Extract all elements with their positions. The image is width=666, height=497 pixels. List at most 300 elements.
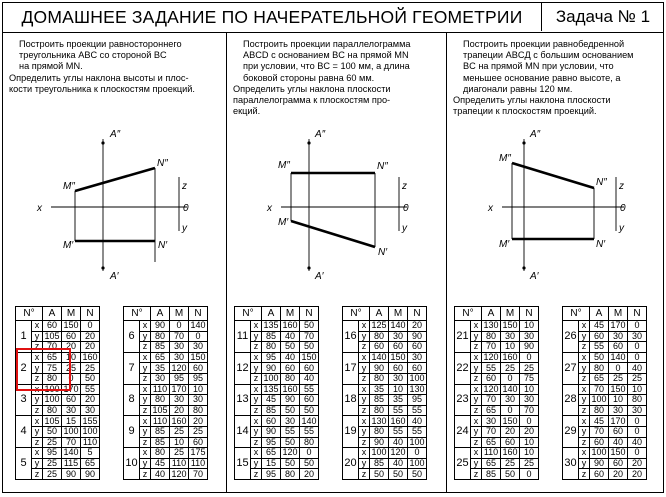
coord-value-cell: 60: [501, 437, 520, 448]
coord-value-cell: 30: [520, 395, 539, 406]
coord-value-cell: 95: [262, 469, 281, 480]
variant-number: 23: [455, 384, 471, 416]
coord-value-cell: 90: [81, 469, 100, 480]
coord-value-cell: 55: [408, 426, 427, 437]
coord-value-cell: 25: [43, 437, 62, 448]
coord-axis-cell: x: [471, 448, 482, 459]
table-header-row: [124, 307, 208, 321]
label-n1: N′: [596, 239, 606, 250]
coord-value-cell: 150: [301, 352, 317, 363]
table-row: [235, 352, 319, 363]
coord-axis-cell: y: [251, 426, 262, 437]
coord-axis-cell: y: [579, 363, 590, 374]
header-cell-n: N: [628, 307, 647, 321]
coord-value-cell: 0: [520, 352, 539, 363]
column-divider: [446, 33, 447, 492]
coord-value-cell: 160: [282, 320, 298, 331]
header-cell-no: N°: [563, 307, 590, 321]
coord-axis-cell: y: [140, 395, 151, 406]
variant-number: 12: [235, 352, 251, 384]
coord-value-cell: 80: [300, 437, 319, 448]
coord-axis-cell: x: [32, 321, 43, 332]
label-a1: A′: [530, 271, 539, 282]
coord-value-cell: 30: [628, 331, 647, 342]
label-a1: A′: [110, 271, 119, 282]
coord-value-cell: 0: [501, 405, 520, 416]
header-cell-m: M: [170, 307, 189, 321]
header-cell-m: M: [281, 307, 300, 321]
coord-value-cell: 40: [281, 352, 300, 363]
coord-value-cell: 80: [262, 342, 281, 353]
coord-value-cell: 60: [189, 437, 208, 448]
coord-axis-cell: y: [359, 363, 370, 374]
coord-value-cell: 50: [281, 342, 300, 353]
label-a2: A″: [315, 129, 326, 140]
coord-value-cell: 60: [300, 395, 319, 406]
table-row: [343, 321, 427, 332]
coord-value-cell: 60: [609, 342, 628, 353]
coord-value-cell: 70: [62, 437, 81, 448]
coord-axis-cell: x: [359, 416, 370, 427]
coord-value-cell: 85: [370, 395, 389, 406]
coord-axis-cell: z: [471, 469, 482, 480]
variant-number: 8: [124, 384, 140, 416]
coord-axis-cell: x: [471, 321, 482, 332]
coord-value-cell: 120: [483, 352, 499, 363]
coord-value-cell: 150: [63, 320, 79, 331]
coord-axis-cell: z: [140, 405, 151, 416]
table-row: [343, 416, 427, 427]
condition-line: на прямой MN.: [19, 61, 83, 72]
coord-axis-cell: x: [140, 321, 151, 332]
coord-value-cell: 45: [262, 395, 281, 406]
coord-value-cell: 50: [408, 469, 427, 480]
coord-axis-cell: y: [32, 458, 43, 469]
coord-axis-cell: z: [251, 469, 262, 480]
coord-axis-cell: x: [579, 416, 590, 427]
table-row: [124, 416, 208, 427]
coord-value-cell: 115: [62, 458, 81, 469]
coord-value-cell: 125: [371, 320, 387, 331]
table-row: [124, 448, 208, 459]
coord-axis-cell: z: [471, 373, 482, 384]
coord-value-cell: 30: [389, 331, 408, 342]
label-y: y: [402, 223, 407, 234]
coord-value-cell: 20: [628, 458, 647, 469]
coord-axis-cell: z: [471, 342, 482, 353]
coord-axis-cell: y: [471, 395, 482, 406]
coord-value-cell: 60: [300, 363, 319, 374]
coord-value-cell: 20: [300, 469, 319, 480]
title-divider: [541, 3, 542, 31]
coord-value-cell: 140: [610, 352, 626, 363]
coord-axis-cell: x: [471, 384, 482, 395]
coord-axis-cell: y: [359, 395, 370, 406]
header-cell-a: A: [151, 307, 170, 321]
coord-value-cell: 140: [301, 415, 317, 426]
coord-axis-cell: y: [251, 458, 262, 469]
coord-value-cell: 130: [371, 415, 387, 426]
coord-value-cell: 85: [151, 342, 170, 353]
coord-value-cell: 30: [482, 416, 501, 427]
coord-value-cell: 20: [408, 321, 427, 332]
label-m2: M″: [499, 153, 511, 164]
coord-value-cell: 30: [81, 405, 100, 416]
coord-value-cell: 40: [389, 437, 408, 448]
variant-number: 26: [563, 321, 579, 353]
coord-axis-cell: z: [32, 342, 43, 353]
coord-value-cell: 95: [170, 373, 189, 384]
coord-axis-cell: z: [579, 469, 590, 480]
coord-value-cell: 25: [43, 458, 62, 469]
coord-value-cell: 70: [520, 405, 539, 416]
coord-value-cell: 0: [628, 416, 647, 427]
coord-value-cell: 120: [282, 447, 298, 458]
coord-value-cell: 25: [628, 373, 647, 384]
coord-value-cell: 140: [63, 447, 79, 458]
header-cell-n: N: [189, 307, 208, 321]
variants-table-21-25: [454, 306, 539, 480]
coord-value-cell: 10: [520, 437, 539, 448]
coord-axis-cell: z: [32, 469, 43, 480]
coord-value-cell: 90: [281, 395, 300, 406]
coord-value-cell: 80: [628, 395, 647, 406]
variant-2-highlight: [16, 348, 71, 391]
coord-axis-cell: x: [32, 448, 43, 459]
coord-value-cell: 0: [189, 331, 208, 342]
variant-number: 11: [235, 321, 251, 353]
label-x: x: [488, 203, 493, 214]
coord-value-cell: 0: [628, 448, 647, 459]
condition-line: BC на прямой MN при условии, что: [463, 61, 614, 72]
coord-axis-cell: y: [140, 331, 151, 342]
coord-value-cell: 0: [609, 363, 628, 374]
coord-value-cell: 110: [151, 384, 170, 395]
coord-value-cell: 55: [389, 405, 408, 416]
coord-axis-cell: x: [579, 352, 590, 363]
coord-value-cell: 85: [151, 437, 170, 448]
coord-axis-cell: y: [471, 458, 482, 469]
coord-value-cell: 160: [282, 384, 298, 394]
coord-value-cell: 30: [501, 331, 520, 342]
coord-value-cell: 120: [171, 362, 187, 373]
header-cell-m: M: [389, 307, 408, 321]
coord-value-cell: 100: [63, 426, 79, 437]
condition-line: при условии, что BC = 100 мм, а длина: [243, 61, 410, 72]
coord-axis-cell: x: [32, 416, 43, 427]
coord-value-cell: 40: [300, 373, 319, 384]
coord-axis-cell: z: [32, 373, 43, 384]
coord-value-cell: 40: [389, 458, 408, 469]
coord-axis-cell: z: [359, 437, 370, 448]
coord-value-cell: 35: [370, 384, 389, 395]
label-n2: N″: [596, 177, 607, 188]
table-row: [124, 321, 208, 332]
coord-value-cell: 55: [482, 363, 501, 374]
coord-value-cell: 55: [389, 426, 408, 437]
coord-axis-cell: x: [471, 416, 482, 427]
coord-value-cell: 150: [190, 352, 206, 363]
coord-axis-cell: y: [251, 331, 262, 342]
coord-value-cell: 20: [189, 416, 208, 427]
coord-value-cell: 90: [151, 321, 170, 332]
coord-value-cell: 80: [151, 395, 170, 406]
coord-axis-cell: y: [32, 395, 43, 406]
table-row: [16, 416, 100, 427]
coord-value-cell: 30: [170, 352, 189, 363]
label-x: x: [267, 203, 272, 214]
condition-line: боковой стороны равна 60 мм.: [243, 72, 375, 83]
coord-value-cell: 45: [590, 321, 609, 332]
variant-number: 6: [124, 321, 140, 353]
coord-value-cell: 25: [501, 458, 520, 469]
condition-line: ABCD с основанием BC на прямой MN: [243, 50, 409, 61]
coord-axis-cell: y: [359, 458, 370, 469]
variants-table-11-15: [234, 306, 319, 480]
point-a2: [307, 141, 310, 144]
coord-axis-cell: z: [140, 373, 151, 384]
coord-value-cell: 10: [520, 384, 539, 395]
coord-axis-cell: z: [579, 405, 590, 416]
header-cell-a: A: [370, 307, 389, 321]
coord-axis-cell: y: [579, 426, 590, 437]
variant-number: 24: [455, 416, 471, 448]
coord-value-cell: 140: [190, 320, 206, 331]
coord-value-cell: 50: [81, 373, 100, 384]
coord-value-cell: 100: [409, 437, 425, 447]
coord-value-cell: 10: [520, 321, 539, 332]
coord-value-cell: 45: [590, 416, 609, 427]
label-n2: N″: [377, 161, 388, 172]
coord-value-cell: 0: [62, 373, 81, 384]
coord-value-cell: 30: [389, 373, 408, 384]
coord-value-cell: 55: [300, 384, 319, 395]
coord-value-cell: 85: [262, 405, 281, 416]
coord-value-cell: 50: [300, 321, 319, 332]
coord-value-cell: 0: [520, 469, 539, 480]
table-header-row: [343, 307, 427, 321]
header: [3, 3, 663, 33]
coord-value-cell: 60: [389, 342, 408, 353]
coord-axis-cell: z: [359, 342, 370, 353]
header-cell-m: M: [609, 307, 628, 321]
label-n1: N′: [378, 247, 388, 258]
header-cell-n: N: [520, 307, 539, 321]
label-m1: M′: [63, 240, 74, 251]
table-row: [563, 352, 647, 363]
projection-diagram-2: [267, 121, 431, 282]
coord-axis-cell: y: [471, 426, 482, 437]
label-z: z: [182, 181, 187, 192]
coord-value-cell: 170: [610, 415, 626, 426]
coord-value-cell: 105: [152, 405, 168, 416]
table-header-row: [563, 307, 647, 321]
coord-value-cell: 70: [482, 426, 501, 437]
coord-axis-cell: z: [32, 405, 43, 416]
coord-value-cell: 160: [502, 447, 518, 458]
coord-value-cell: 135: [263, 320, 279, 331]
coord-axis-cell: x: [471, 352, 482, 363]
coord-value-cell: 50: [300, 405, 319, 416]
variants-table-6-10: [123, 306, 208, 480]
coord-value-cell: 100: [44, 394, 60, 405]
coord-value-cell: 150: [502, 415, 518, 426]
coord-value-cell: 50: [300, 342, 319, 353]
coord-value-cell: 25: [609, 373, 628, 384]
coord-value-cell: 80: [43, 405, 62, 416]
coord-value-cell: 95: [43, 448, 62, 459]
coord-value-cell: 40: [628, 363, 647, 374]
coord-value-cell: 10: [62, 352, 81, 363]
coord-value-cell: 0: [628, 352, 647, 363]
table-row: [343, 384, 427, 395]
coord-value-cell: 10: [170, 437, 189, 448]
coord-axis-cell: y: [579, 395, 590, 406]
condition-line: меньшее основание равно высоте, а: [463, 72, 621, 83]
coord-value-cell: 160: [502, 352, 518, 363]
coord-value-cell: 55: [81, 384, 100, 395]
coord-value-cell: 50: [389, 469, 408, 480]
coord-value-cell: 80: [151, 448, 170, 459]
coord-axis-cell: x: [359, 448, 370, 459]
coord-value-cell: 150: [502, 320, 518, 331]
variant-number: 17: [343, 352, 359, 384]
variant-number: 2: [16, 352, 32, 384]
coord-value-cell: 55: [300, 426, 319, 437]
column-divider: [226, 33, 227, 492]
coord-value-cell: 75: [43, 363, 62, 374]
coord-value-cell: 0: [628, 426, 647, 437]
coord-value-cell: 30: [151, 373, 170, 384]
coord-axis-cell: z: [140, 437, 151, 448]
header-cell-m: M: [62, 307, 81, 321]
coord-value-cell: 55: [281, 426, 300, 437]
condition-line: Определить углы наклона высоты и плос-: [9, 72, 189, 83]
condition-line: Построить проекции равнобедренной: [463, 39, 625, 49]
line-mn-top: [291, 221, 375, 247]
coord-value-cell: 110: [170, 458, 189, 469]
coord-value-cell: 135: [263, 384, 279, 394]
coord-value-cell: 85: [370, 458, 389, 469]
table-row: [563, 416, 647, 427]
coord-value-cell: 80: [482, 331, 501, 342]
label-m2: M″: [63, 181, 75, 192]
coord-axis-cell: y: [251, 395, 262, 406]
coord-value-cell: 60: [262, 416, 281, 427]
condition-line: Построить проекции параллелограмма: [243, 39, 411, 49]
coord-axis-cell: z: [140, 469, 151, 480]
coord-value-cell: 170: [63, 384, 79, 394]
coord-axis-cell: x: [359, 384, 370, 395]
coord-value-cell: 140: [390, 320, 406, 331]
coord-axis-cell: x: [251, 321, 262, 332]
variant-number: 14: [235, 416, 251, 448]
coord-axis-cell: z: [251, 373, 262, 384]
table-row: [343, 352, 427, 363]
coord-value-cell: 25: [189, 426, 208, 437]
coord-value-cell: 30: [609, 331, 628, 342]
coord-axis-cell: x: [251, 448, 262, 459]
point-a1: [522, 266, 525, 269]
table-row: [563, 448, 647, 459]
coord-value-cell: 35: [389, 395, 408, 406]
coord-value-cell: 30: [170, 342, 189, 353]
coord-axis-cell: y: [579, 331, 590, 342]
variant-number: 13: [235, 384, 251, 416]
coord-value-cell: 120: [390, 447, 406, 458]
coord-axis-cell: x: [579, 384, 590, 395]
coord-value-cell: 105: [44, 415, 60, 426]
coord-value-cell: 30: [189, 342, 208, 353]
coord-value-cell: 60: [590, 437, 609, 448]
coord-axis-cell: z: [251, 405, 262, 416]
coord-value-cell: 60: [408, 363, 427, 374]
variants-table-26-30: [562, 306, 647, 480]
coord-value-cell: 25: [43, 469, 62, 480]
coord-axis-cell: x: [140, 384, 151, 395]
coord-value-cell: 40: [408, 416, 427, 427]
coord-value-cell: 80: [281, 469, 300, 480]
coord-value-cell: 65: [482, 405, 501, 416]
coord-value-cell: 85: [151, 426, 170, 437]
coord-value-cell: 70: [170, 331, 189, 342]
coord-value-cell: 90: [370, 437, 389, 448]
coord-value-cell: 10: [389, 384, 408, 395]
coord-value-cell: 70: [590, 426, 609, 437]
coord-value-cell: 10: [189, 384, 208, 395]
label-a1: A′: [315, 271, 324, 282]
coord-value-cell: 60: [281, 363, 300, 374]
coord-value-cell: 60: [408, 342, 427, 353]
coord-axis-cell: z: [471, 405, 482, 416]
condition-line: треугольника ABC со стороной BC: [19, 50, 167, 61]
coord-value-cell: 90: [262, 363, 281, 374]
coord-value-cell: 75: [520, 373, 539, 384]
coord-value-cell: 65: [43, 352, 62, 363]
table-row: [455, 448, 539, 459]
coord-value-cell: 70: [300, 331, 319, 342]
label-a2: A″: [110, 129, 121, 140]
coord-value-cell: 50: [281, 458, 300, 469]
line-mn-front: [75, 168, 155, 191]
header-cell-a: A: [482, 307, 501, 321]
coord-axis-cell: z: [579, 373, 590, 384]
label-a2: A″: [530, 129, 541, 140]
coord-value-cell: 25: [520, 363, 539, 374]
coord-value-cell: 100: [409, 373, 425, 384]
label-m1: M′: [499, 239, 510, 250]
table-row: [455, 384, 539, 395]
coord-value-cell: 65: [590, 373, 609, 384]
coord-value-cell: 0: [628, 321, 647, 332]
coord-axis-cell: y: [579, 458, 590, 469]
label-m1: M′: [278, 217, 289, 228]
variant-number: 7: [124, 352, 140, 384]
coord-value-cell: 150: [610, 447, 626, 458]
header-cell-m: M: [501, 307, 520, 321]
label-y: y: [619, 223, 624, 234]
coord-value-cell: 90: [62, 469, 81, 480]
coord-axis-cell: x: [251, 384, 262, 395]
coord-value-cell: 50: [370, 469, 389, 480]
coord-value-cell: 20: [609, 469, 628, 480]
table-row: [235, 416, 319, 427]
coord-value-cell: 10: [628, 384, 647, 395]
label-n1: N′: [158, 240, 168, 251]
table-row: [16, 448, 100, 459]
coord-value-cell: 150: [390, 352, 406, 363]
coord-value-cell: 100: [82, 426, 98, 437]
